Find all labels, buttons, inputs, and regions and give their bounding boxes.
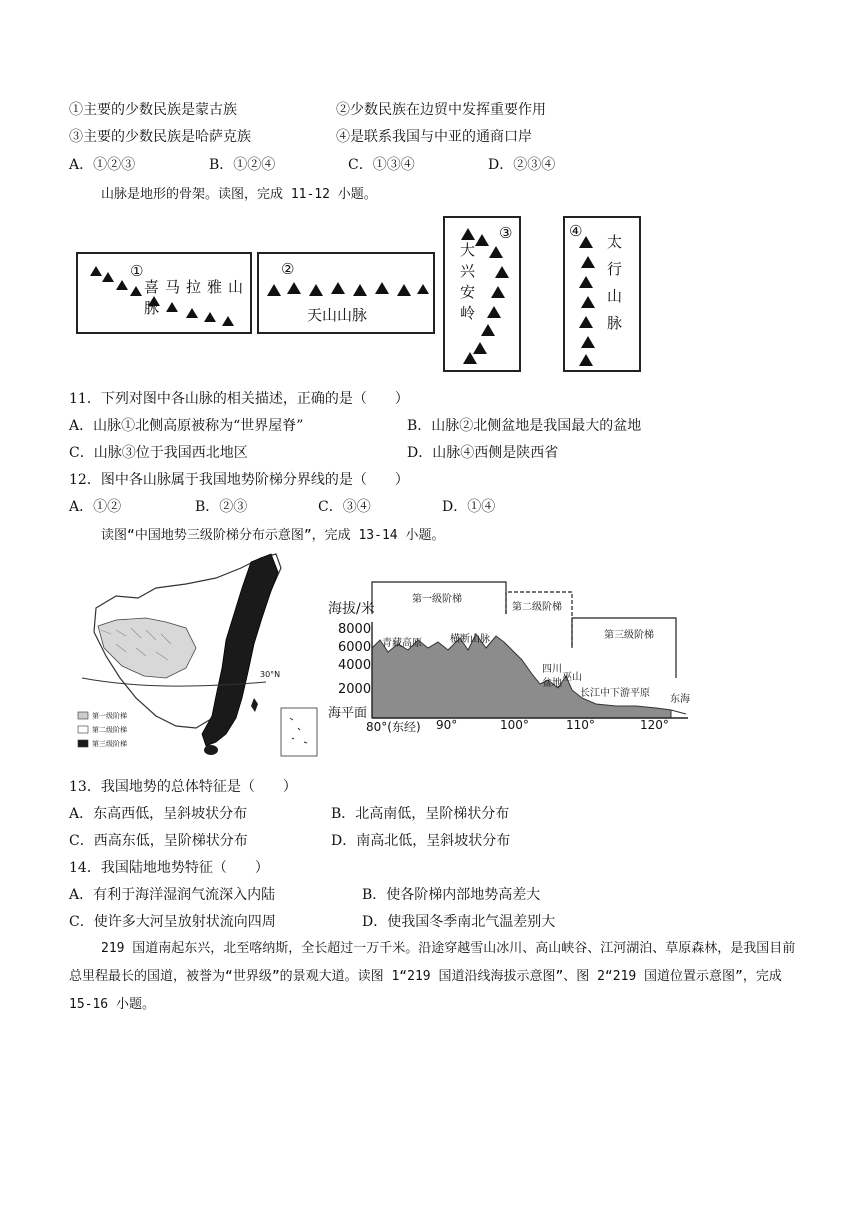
hengduan-label: 横断山脉 [450,634,490,645]
qingzang-label: 青藏高原 [382,638,422,649]
ytick-4000: 4000 [338,658,372,673]
q14-option-d: D．使我国冬季南北气温差别大 [362,914,556,930]
q11-option-b: B．山脉②北侧盆地是我国最大的盆地 [407,418,642,434]
choice-b: B．①②④ [209,157,276,173]
mountain-box-3 [443,216,521,372]
mountain-2-number: ② [281,260,295,278]
wushan-label: 巫山 [562,672,582,683]
mountain-range-4-icon [565,218,639,370]
ytick-6000: 6000 [338,640,372,655]
q14-option-c: C．使许多大河呈放射状流向四周 [69,914,276,930]
q12-option-b: B．②③ [195,499,248,515]
latitude-label: 30°N [260,670,281,679]
q12-option-d: D．①④ [442,499,496,515]
ytick-2000: 2000 [338,682,372,697]
mountain-3-number: ③ [499,224,513,242]
q12-option-c: C．③④ [318,499,371,515]
mountain-box-4 [563,216,641,372]
legend-step-3: 第三级阶梯 [92,740,127,748]
q11-option-a: A．山脉①北侧高原被称为“世界屋脊” [69,418,304,434]
q11-option-c: C．山脉③位于我国西北地区 [69,445,248,461]
legend-step-2: 第二级阶梯 [92,726,127,734]
intro-11-12: 山脉是地形的骨架。读图，完成 11-12 小题。 [101,187,377,202]
mountain-box-2 [257,252,435,334]
legend-step-1: 第一级阶梯 [92,712,127,720]
choice-a: A．①②③ [69,157,136,173]
profile-ylabel: 海拔/米 [328,601,375,617]
q14-option-a: A．有利于海洋湿润气流深入内陆 [69,887,276,903]
option-2: ②少数民族在边贸中发挥重要作用 [336,102,546,118]
q14-stem: 14．我国陆地地势特征（ ） [69,860,269,876]
q11-stem: 11．下列对图中各山脉的相关描述，正确的是（ ） [69,391,409,407]
q13-stem: 13．我国地势的总体特征是（ ） [69,779,297,795]
q13-option-b: B．北高南低，呈阶梯状分布 [331,806,510,822]
basin-label: 盆地 [542,678,562,689]
step-3-label: 第三级阶梯 [604,630,654,641]
xtick-90: 90° [436,718,458,732]
mountain-1-number: ① [130,262,144,280]
step-2-label: 第二级阶梯 [512,602,562,613]
step-1-label: 第一级阶梯 [412,594,462,605]
xtick-80: 80°(东经) [366,720,421,734]
terrain-profile-drawing [326,578,696,738]
choice-c: C．①③④ [348,157,415,173]
terrain-profile [326,578,696,738]
q14-option-b: B．使各阶梯内部地势高差大 [362,887,541,903]
sichuan-label: 四川 [542,664,562,675]
xtick-100: 100° [500,718,529,732]
changjiang-label: 长江中下游平原 [580,688,650,699]
q13-option-c: C．西高东低，呈阶梯状分布 [69,833,248,849]
passage-219: 219 国道南起东兴，北至喀纳斯，全长超过一万千米。沿途穿越雪山冰川、高山峡谷、江河湖泊、草原森林，是我国目前总里程最长的国道，被誉为“世界级”的景观大道。读图 1“219 国道沿线海拔示意图”、图 2“219 国道位置示意图”，完成 15-16 小题。 [69,941,796,1012]
option-1: ①主要的少数民族是蒙古族 [69,102,237,118]
mountain-box-1 [76,252,252,334]
option-3: ③主要的少数民族是哈萨克族 [69,129,251,145]
china-terrain-map [76,548,321,760]
east-sea-label: 东海 [670,694,690,705]
option-4: ④是联系我国与中亚的通商口岸 [336,129,532,145]
ytick-8000: 8000 [338,622,372,637]
sea-level-label: 海平面 [328,706,368,721]
mountain-1-name: 喜马拉雅山脉 [144,278,250,317]
intro-13-14: 读图“中国地势三级阶梯分布示意图”，完成 13-14 小题。 [101,528,445,543]
q13-option-d: D．南高北低，呈斜坡状分布 [331,833,511,849]
mountain-2-name: 天山山脉 [307,306,368,324]
mountain-3-name: 大兴安岭 [458,242,476,326]
q11-option-d: D．山脉④西侧是陕西省 [407,445,559,461]
q13-option-a: A．东高西低，呈斜坡状分布 [69,806,248,822]
xtick-120: 120° [640,718,669,732]
mountain-4-number: ④ [569,222,583,240]
q12-option-a: A．①② [69,499,122,515]
mountain-4-name: 太行山脉 [605,234,623,342]
q12-stem: 12．图中各山脉属于我国地势阶梯分界线的是（ ） [69,472,409,488]
xtick-110: 110° [566,718,595,732]
choice-d: D．②③④ [488,157,556,173]
